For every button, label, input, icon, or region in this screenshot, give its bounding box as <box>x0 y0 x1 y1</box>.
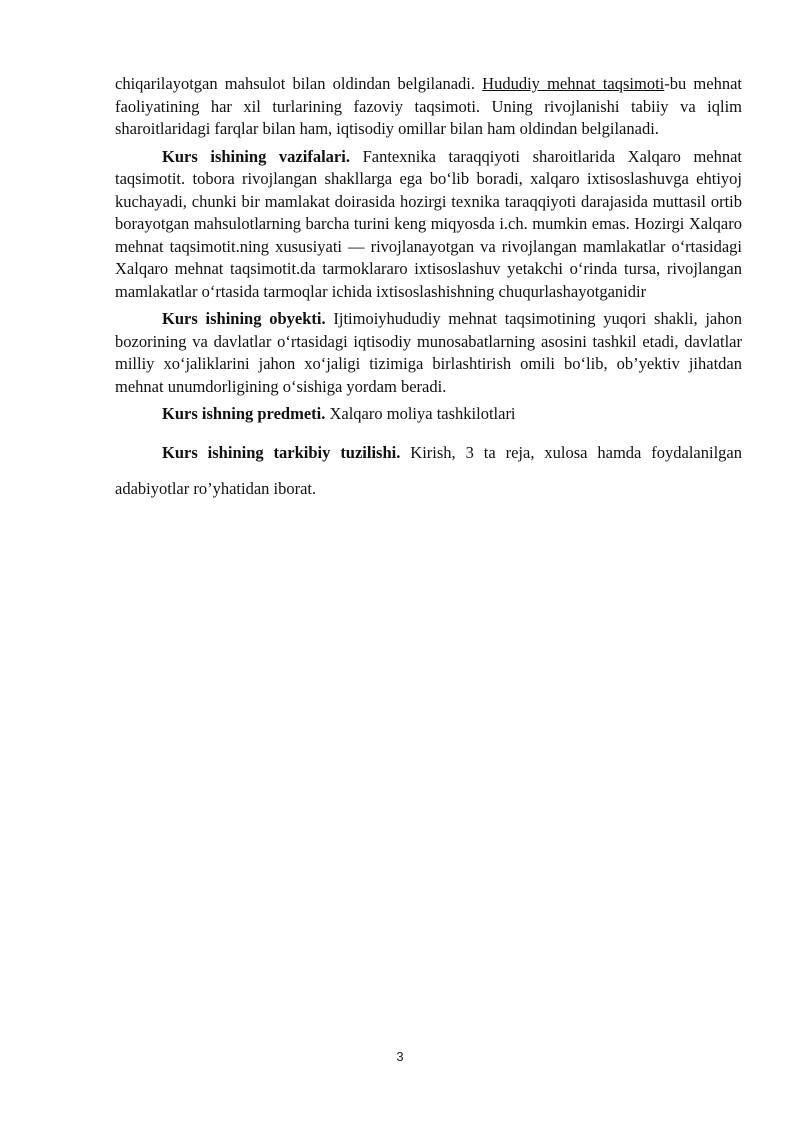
paragraph-text: -bu mehnat faoliyatining har xil turlarining fazoviy taqsimoti. Uning rivojlanishi tabiiy va iqlim sharoitlaridagi farqlar bilan ham, iqtisodiy omillar bilan ham oldindan belgilanadi. <box>115 74 743 138</box>
paragraph-tuzilishi <box>115 435 742 507</box>
page-body <box>115 73 742 512</box>
underlined-term: Hududiy mehnat taqsimoti <box>482 74 665 93</box>
section-heading-vazifalari: Kurs ishining vazifalari. <box>162 146 350 166</box>
paragraph-obyekti <box>115 308 742 398</box>
paragraph-text: Xalqaro moliya tashkilotlari <box>325 404 516 423</box>
paragraph-hududiy-taqsimot <box>115 73 742 141</box>
section-heading-predmeti: Kurs ishning predmeti. <box>162 404 326 423</box>
paragraph-vazifalari <box>115 146 742 304</box>
paragraph-text: Fantexnika taraqqiyoti sharoitlarida Xalqaro mehnat taqsimotit. tobora rivojlangan shakllarga ega bo‘lib boradi, xalqaro ixtisoslashuvga ehtiyoj kuchayadi, chunki bir mamlakat doirasida hozirgi texnika taraqqiyoti darajasida muttasil ortib borayotgan mahsulotlarning barcha turini keng miqyosda i.ch. mumkin emas. Hozirgi Xalqaro mehnat taqsimotit.ning xususiyati — rivojlanayotgan va rivojlangan mamlakatlar o‘rtasidagi Xalqaro mehnat taqsimotit.da tarmoklararo ixtisoslashuv yetakchi o‘rinda tursa, rivojlangan mamlakatlar o‘rtasida tarmoqlar ichida ixtisoslashishning chuqurlashayotganidir <box>115 146 743 301</box>
paragraph-text: chiqarilayotgan mahsulot bilan oldindan belgilanadi. <box>115 74 483 93</box>
paragraph-text: Ijtimoiyhududiy mehnat taqsimotining yuqori shakli, jahon bozorining va davlatlar o‘rtasidagi iqtisodiy munosabatlarning asosini tashkil etadi, davlatlar milliy xo‘jaliklarini jahon xo‘jaligi tizimiga birlashtirish omili bo‘lib, ob’yektiv jihatdan mehnat unumdorligining o‘sishiga yordam beradi. <box>115 309 742 396</box>
section-heading-obyekti: Kurs ishining obyekti. <box>162 309 326 328</box>
page-number: 3 <box>396 1049 404 1064</box>
paragraph-predmeti <box>115 403 742 426</box>
paragraph-text: Kirish, 3 ta reja, xulosa hamda foydalanilgan adabiyotlar ro’yhatidan iborat. <box>115 442 742 498</box>
section-heading-tuzilishi: Kurs ishining tarkibiy tuzilishi. <box>162 442 401 462</box>
